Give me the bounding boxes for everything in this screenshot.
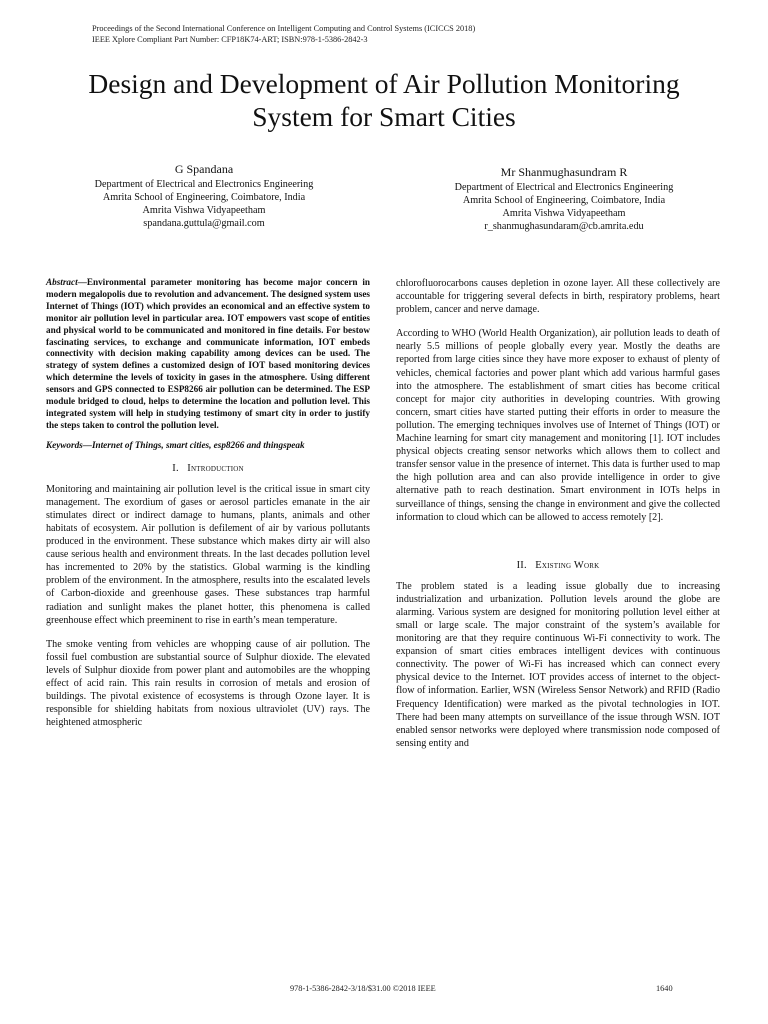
author-school: Amrita School of Engineering, Coimbatore, India	[102, 192, 306, 203]
title-line-2: System for Smart Cities	[252, 101, 516, 132]
body-paragraph: According to WHO (World Health Organization), air pollution leads to death of nearly 5.5 millions of people globally every year. Mostly the deaths are reported from large cities since they have more exposer to exhaust of plenty of vehicles, chemical factories and power plant which add various harmful gases into the atmosphere. The establishment of smart cities has become critical concept for major city authorities in developing countries. With growing concern, smart cities have started putting their efforts in order to measure the pollution. The emerging techniques involves use of Internet of Things (IOT) or Machine learning for smart city management and monitoring [1]. IOT includes physical objects creating sensor networks which allows them to collect and transfer sensor value in the presence of internet. This data is further used to map the high pollution area and can also provide intelligence in order to give alternative path to reach destination. Smart environment in IOTs helps in surveillance of things, sensing the change in environment and give the collected information to cloud which can be allowed to access remotely [2].	[396, 328, 720, 523]
section-title: Existing Work	[535, 559, 600, 571]
author-department: Department of Electrical and Electronics Engineering	[454, 182, 674, 193]
abstract-text: —Environmental parameter monitoring has become major concern in modern megalopolis due to revolution and advancement. The designed system uses Internet of Things (IOT) which provides an economical and an effective system to monitor air pollution level in particular area. IOT empowers vast scope of entities and physical world to be communicated and monitored in fine details. For bestow fascinating services, to exchange and communicate information, IOT embeds connectivity with decision making capability among devices can be used. The strategy of system defines a customized design of IOT based monitoring devices which determine the levels of toxicity in gases in the atmosphere. Using different sensors and GPS connected to ESP8266 air pollution can be determined. The ESP module bridged to cloud, helps to determine the location and pollution level. This integrated system will help in studying testimony of smart city in order to justify the steps taken to control the pollution level.	[46, 277, 370, 430]
keywords: Keywords—Internet of Things, smart cities, esp8266 and thingspeak	[46, 439, 305, 450]
copyright-code: 978-1-5386-2842-3/18/$31.00 ©2018 IEEE	[290, 984, 436, 993]
abstract	[46, 277, 370, 432]
body-paragraph: The smoke venting from vehicles are whopping cause of air pollution. The fossil fuel combustion are substantial source of Sulphur dioxide. The elevated levels of Sulphur dioxide from power plant and automobiles are the whopping effect of acid rain. This rain results in corrosion of metals and erosion of buildings. The pivotal existence of ecosystems is through Ozone layer. It is responsible for shielding habitats from noxious ultraviolet (UV) rays. The heightened atmospheric	[46, 638, 370, 729]
author-block-1	[44, 161, 364, 230]
left-column	[46, 277, 370, 729]
proceedings-line: Proceedings of the Second International Conference on Intelligent Computing and Control Systems (ICICCS 2018)	[92, 24, 476, 33]
proceedings-header	[92, 23, 475, 45]
section-title: Introduction	[187, 462, 244, 474]
author-university: Amrita Vishwa Vidyapeetham	[142, 205, 266, 216]
title-line-1: Design and Development of Air Pollution Monitoring	[88, 68, 680, 99]
author-email: spandana.guttula@gmail.com	[143, 218, 265, 229]
section-number: I.	[172, 462, 179, 474]
section-number: II.	[516, 559, 527, 571]
author-email: r_shanmughasundaram@cb.amrita.edu	[484, 221, 644, 232]
right-column	[396, 277, 720, 750]
section-heading-introduction	[46, 462, 370, 475]
author-name: G Spandana	[174, 162, 234, 176]
author-block-2	[404, 164, 724, 233]
section-heading-existing-work	[396, 559, 720, 572]
author-university: Amrita Vishwa Vidyapeetham	[502, 208, 626, 219]
body-paragraph: The problem stated is a leading issue globally due to increasing industrialization and urbanization. Pollution levels around the globe are alarming. Various system are designed for monitoring pollution level either at small or large scale. The major constraint of the system’s available for monitoring are that they require continuous Wi-Fi connectivity to work. The expansion of smart cities embraces intelligent devices with continuous connectivity. The power of Wi-Fi has increased which can connect every physical device to the Internet. IOT provides access of internet to the object-flow of information. Earlier, WSN (Wireless Sensor Network) and RFID (Radio Frequency Identification) were marked as the pivotal technologies in IOT. There had been many attempts on surveillance of the issue through WSN. IOT enabled sensor networks were deployed where transmission node composed of sensing entity and	[396, 580, 720, 749]
author-school: Amrita School of Engineering, Coimbatore, India	[462, 195, 666, 206]
body-paragraph: Monitoring and maintaining air pollution level is the critical issue in smart city management. The exordium of gases or aerosol particles emanate in the air stimulates direct or indirect damage to humans, plants, animals and other habitats of ecosystem. Air pollution is defilement of air by various pollutants produced in the environment. These substance which makes dirty air will also cause serious health and environment threats. In the last decades pollution level has incremented to 20% by the statistics. Global warming is the kindling problem of the environment. In the atmosphere, results into the escalated levels of Carbon-dioxide and greenhouse gases. These substances trap harmful radiation and sunlight makes the planet hotter, this phenomena is called greenhouse effect which preeminent to rise in earth’s mean temperature.	[46, 483, 370, 626]
paper-title	[20, 67, 748, 133]
body-paragraph: chlorofluorocarbons causes depletion in ozone layer. All these collectively are accountable for triggering several defects in birth, respiratory problems, heart problem, cancer and nerve damage.	[396, 278, 720, 316]
page-number: 1640	[656, 984, 673, 993]
author-name: Mr Shanmughasundram R	[500, 165, 628, 179]
isbn-line: IEEE Xplore Compliant Part Number: CFP18K74-ART; ISBN:978-1-5386-2842-3	[92, 35, 368, 44]
author-department: Department of Electrical and Electronics Engineering	[94, 179, 314, 190]
abstract-label: Abstract	[46, 277, 78, 287]
